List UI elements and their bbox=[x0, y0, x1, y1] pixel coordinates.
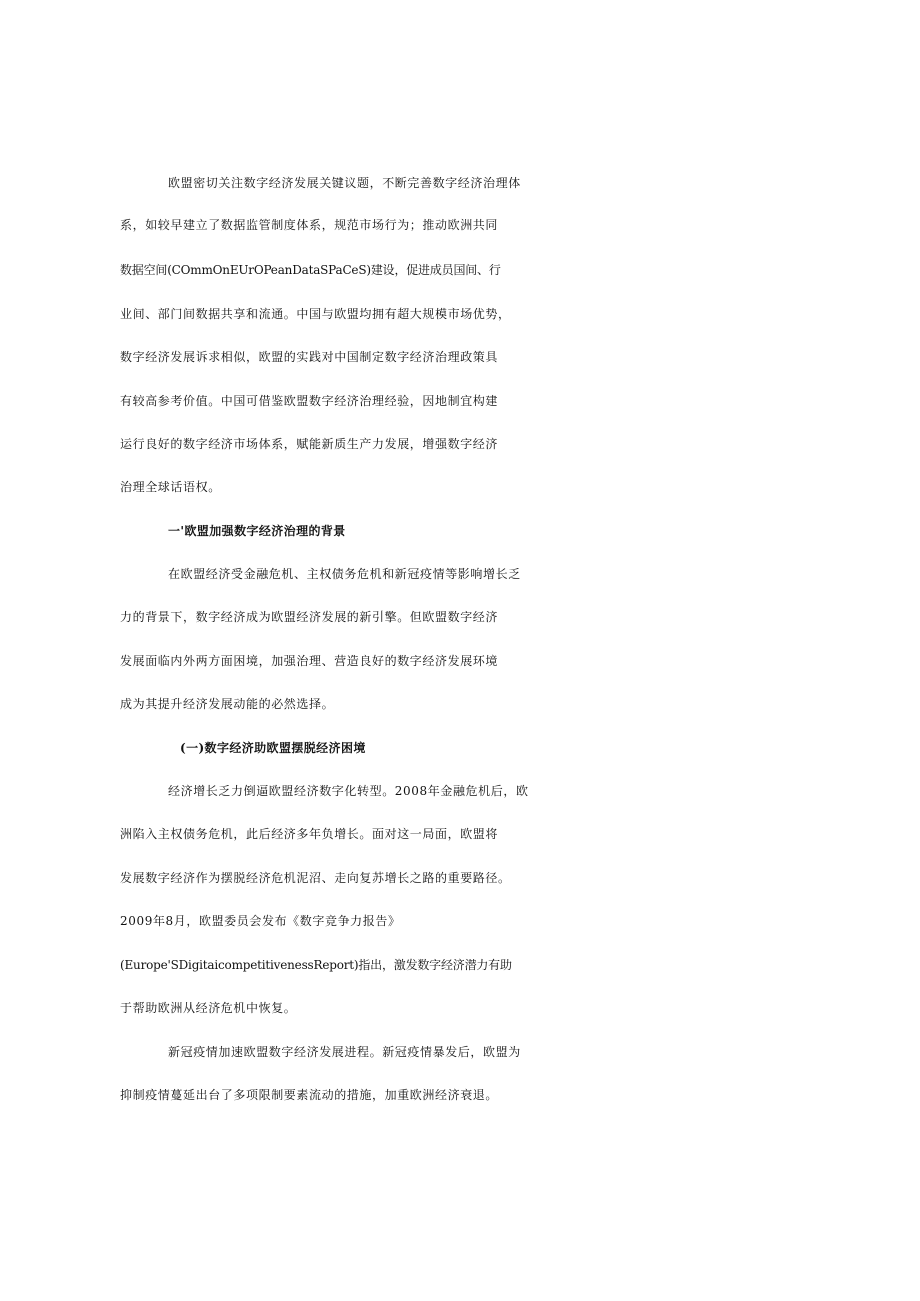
paragraph-3-line-3: 发展数字经济作为摆脱经济危机泥沼、走向复苏增长之路的重要路径。 bbox=[120, 871, 511, 885]
paragraph-1-line-8: 治理全球话语权。 bbox=[120, 480, 221, 494]
paragraph-3-line-6: 于帮助欧洲从经济危机中恢复。 bbox=[120, 1001, 297, 1015]
paragraph-3-line-2: 洲陷入主权债务危机，此后经济多年负增长。面对这一局面，欧盟将 bbox=[120, 827, 499, 841]
subsection-heading: (一)数字经济助欧盟摆脱经济困境 bbox=[180, 741, 366, 755]
paragraph-3-line-5: (Europe'SDigitaicompetitivenessReport)指出，激发数字经济潜力有助 bbox=[120, 958, 512, 972]
paragraph-3-line-1: 经济增长乏力倒逼欧盟经济数字化转型。2008年金融危机后，欧 bbox=[168, 784, 529, 798]
paragraph-2-line-2: 力的背景下，数字经济成为欧盟经济发展的新引擎。但欧盟数字经济 bbox=[120, 610, 499, 624]
paragraph-1-line-5: 数字经济发展诉求相似，欧盟的实践对中国制定数字经济治理政策具 bbox=[120, 350, 499, 364]
paragraph-3-line-4: 2009年8月，欧盟委员会发布《数字竞争力报告》 bbox=[120, 914, 401, 928]
paragraph-1-line-7: 运行良好的数字经济市场体系，赋能新质生产力发展，增强数字经济 bbox=[120, 437, 499, 451]
paragraph-1-line-6: 有较高参考价值。中国可借鉴欧盟数字经济治理经验，因地制宜构建 bbox=[120, 394, 499, 408]
paragraph-2-line-4: 成为其提升经济发展动能的必然选择。 bbox=[120, 697, 335, 711]
paragraph-4-line-2: 抑制疫情蔓延出台了多项限制要素流动的措施，加重欧洲经济衰退。 bbox=[120, 1088, 499, 1102]
section-heading: 一'欧盟加强数字经济治理的背景 bbox=[168, 524, 346, 538]
paragraph-2-line-1: 在欧盟经济受金融危机、主权债务危机和新冠疫情等影响增长乏 bbox=[168, 567, 521, 581]
paragraph-1-line-4: 业间、部门间数据共享和流通。中国与欧盟均拥有超大规模市场优势， bbox=[120, 307, 511, 321]
paragraph-1-line-2: 系，如较早建立了数据监管制度体系，规范市场行为；推动欧洲共同 bbox=[120, 218, 499, 232]
paragraph-1-line-3: 数据空间(COmmOnEUrOPeanDataSPaCeS)建设，促进成员国间、行 bbox=[120, 263, 501, 277]
paragraph-2-line-3: 发展面临内外两方面困境，加强治理、营造良好的数字经济发展环境 bbox=[120, 654, 499, 668]
paragraph-1-line-1: 欧盟密切关注数字经济发展关键议题，不断完善数字经济治理体 bbox=[168, 176, 521, 190]
paragraph-4-line-1: 新冠疫情加速欧盟数字经济发展进程。新冠疫情暴发后，欧盟为 bbox=[168, 1045, 521, 1059]
